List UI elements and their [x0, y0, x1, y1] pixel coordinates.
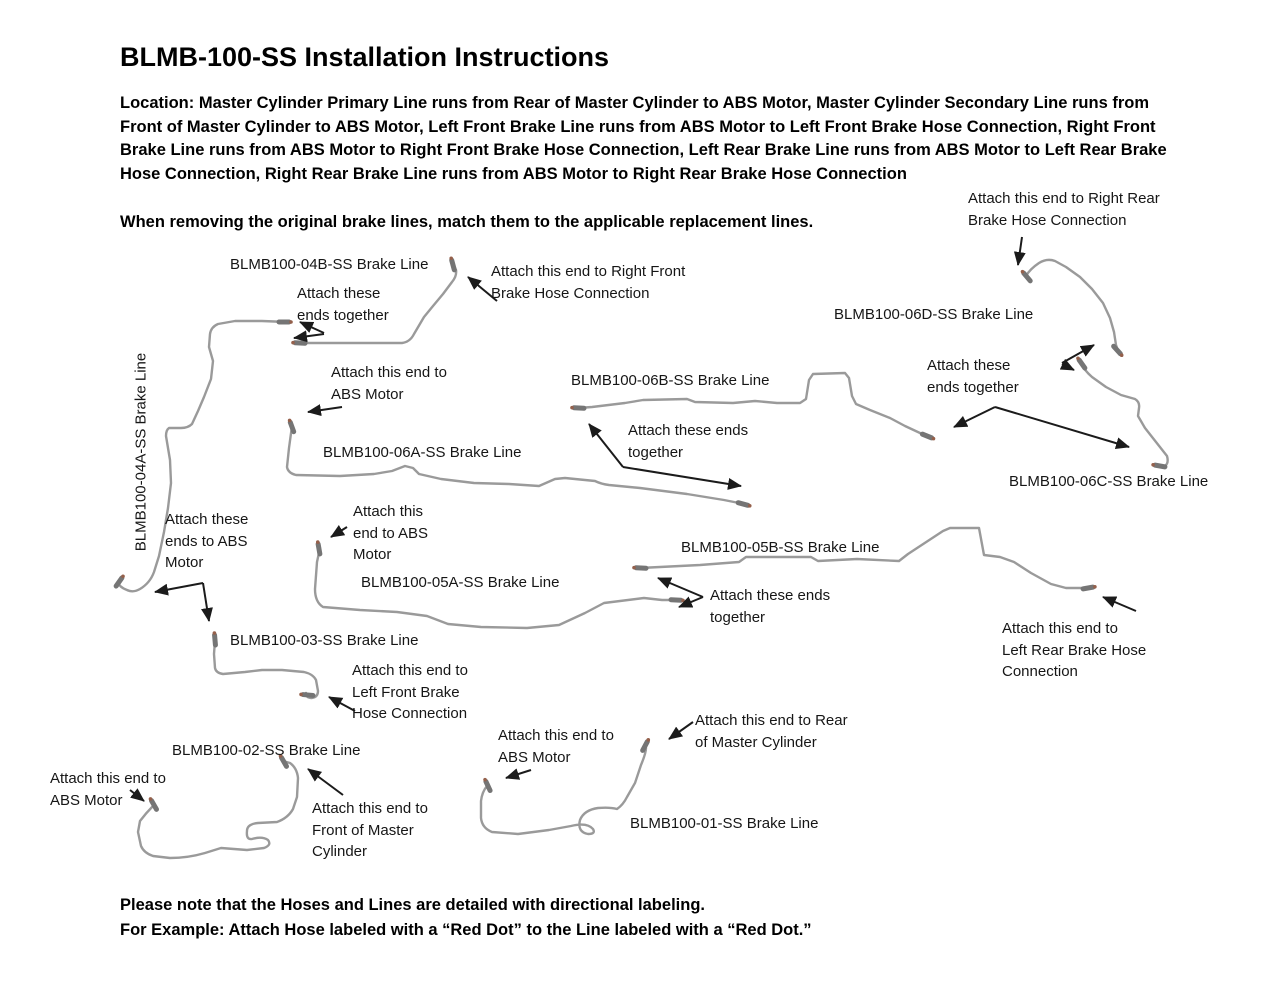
line-fitting	[486, 781, 490, 790]
line-fitting	[636, 568, 646, 569]
label-line-06c	[1009, 471, 1208, 493]
attach-abs-04a-03	[165, 509, 248, 574]
line-fitting	[215, 635, 216, 645]
attach-right-front	[491, 261, 685, 304]
attach-front-master-line: Cylinder	[312, 843, 368, 860]
removal-note: When removing the original brake lines, match them to the applicable replacement lines.	[120, 213, 814, 231]
footer-note-line: For Example: Attach Hose labeled with a “Red Dot” to the Line labeled with a “Red Dot.”	[120, 921, 812, 939]
line-fitting	[1024, 273, 1030, 281]
fitting-tip	[449, 256, 453, 260]
fitting-tip	[1093, 585, 1097, 589]
attach-ends-06b-06a	[628, 420, 748, 463]
fitting-tip	[1076, 356, 1080, 360]
annotation-arrow	[1103, 597, 1136, 611]
attach-right-front-line: Attach this end to Right Front	[491, 263, 686, 280]
fitting-tip	[288, 419, 292, 423]
annotation-arrow	[203, 583, 209, 621]
fitting-tip	[289, 320, 293, 324]
annotation-arrow	[995, 407, 1129, 447]
label-line-02	[172, 740, 360, 762]
attach-abs-05a-line: end to ABS	[353, 524, 429, 542]
attach-abs-04a-03-line: Attach these	[165, 511, 249, 528]
attach-abs-05a-line: Attach this	[353, 503, 424, 520]
attach-ends-06b-06a-line: together	[628, 443, 684, 461]
line-fitting	[738, 503, 748, 506]
label-line-03	[230, 630, 418, 652]
attach-abs-02-line: ABS Motor	[50, 791, 123, 809]
annotation-arrow	[954, 407, 995, 427]
label-line-05b	[681, 537, 879, 559]
attach-together-06d-06c-line: ends together	[927, 378, 1019, 396]
annotation-arrow	[155, 583, 203, 592]
label-line-06a	[323, 442, 521, 464]
line-fitting	[116, 578, 122, 586]
label-line-04b	[230, 254, 428, 276]
attach-abs-01	[498, 725, 614, 768]
line-fitting	[452, 260, 455, 270]
attach-ends-05b-05a	[710, 585, 830, 628]
attach-abs-01-line: ABS Motor	[498, 748, 571, 766]
label-line-01-line: BLMB100-01-SS Brake Line	[630, 815, 819, 832]
attach-front-master-line: Front of Master	[312, 821, 414, 839]
label-line-04a-line: BLMB100-04A-SS Brake Line	[132, 352, 150, 552]
annotation-arrow	[308, 769, 343, 795]
attach-abs-05a-line: Motor	[353, 546, 392, 563]
line-fitting	[295, 343, 305, 344]
label-line-03-line: BLMB100-03-SS Brake Line	[230, 632, 419, 649]
fitting-tip	[299, 693, 303, 697]
location-paragraph-line: Front of Master Cylinder to ABS Motor, Left Front Brake Line runs from ABS Motor to Left Front Brake Hose Connection, Right Front	[120, 117, 1156, 136]
attach-left-rear	[1002, 618, 1146, 683]
line-fitting	[303, 695, 313, 696]
annotation-arrow	[308, 407, 342, 412]
label-line-05a	[361, 572, 559, 594]
location-paragraph-line: Brake Line runs from ABS Motor to Right Front Brake Hose Connection, Left Rear Brake Line runs from ABS Motor to Left Rear Brake	[120, 141, 1167, 159]
attach-right-rear	[968, 188, 1160, 231]
attach-together-06d-06c	[927, 355, 1019, 398]
attach-left-front-line: Left Front Brake	[352, 683, 460, 701]
line-fitting	[574, 408, 584, 409]
annotation-arrow	[506, 770, 531, 778]
attach-abs-02-line: Attach this end to	[50, 770, 166, 787]
label-line-01	[630, 813, 818, 835]
location-paragraph-line: Hose Connection, Right Rear Brake Line runs from ABS Motor to Right Rear Brake Hose Connection	[120, 164, 907, 183]
fitting-tip	[932, 437, 936, 441]
fitting-tip	[748, 504, 752, 508]
label-line-06c-line: BLMB100-06C-SS Brake Line	[1009, 473, 1209, 490]
label-line-04b-line: BLMB100-04B-SS Brake Line	[230, 256, 429, 273]
label-line-04a	[130, 353, 152, 551]
attach-abs-04a-03-line: ends to ABS	[165, 532, 248, 550]
fitting-tip	[570, 406, 574, 410]
fitting-tip	[681, 599, 685, 603]
fitting-tip	[1120, 353, 1124, 357]
fitting-tip	[316, 540, 320, 544]
line-fitting	[671, 600, 681, 601]
brake-line-blmb100-06c-ss	[1081, 363, 1168, 467]
attach-rear-master-line: Attach this end to Rear	[695, 712, 848, 729]
attach-left-rear-line: Left Rear Brake Hose	[1002, 641, 1147, 659]
fitting-tip	[632, 566, 636, 570]
attach-left-rear-line: Connection	[1002, 663, 1078, 680]
annotation-arrow	[1018, 237, 1022, 265]
attach-front-master-line: Attach this end to	[312, 800, 428, 817]
label-line-02-line: BLMB100-02-SS Brake Line	[172, 742, 361, 759]
fitting-tip	[483, 778, 487, 782]
attach-ends-06b-06a-line: Attach these ends	[628, 422, 749, 439]
attach-together-04a-04b	[297, 283, 389, 326]
fitting-tip	[1021, 270, 1025, 274]
attach-abs-05a	[353, 501, 428, 566]
attach-ends-05b-05a-line: together	[710, 608, 766, 626]
line-fitting	[922, 434, 931, 438]
attach-abs-06a-line: Attach this end to	[331, 364, 447, 381]
brake-line-blmb100-06d-ss	[1026, 260, 1118, 351]
attach-left-front	[352, 660, 468, 725]
attach-together-06d-06c-line: Attach these	[927, 357, 1011, 374]
attach-abs-04a-03-line: Motor	[165, 554, 204, 571]
attach-right-rear-line: Brake Hose Connection	[968, 211, 1127, 229]
label-line-06b	[571, 370, 769, 392]
annotation-arrow	[331, 527, 347, 537]
diagram-graphics	[116, 237, 1168, 858]
label-line-06d-line: BLMB100-06D-SS Brake Line	[834, 306, 1034, 323]
label-line-06d	[834, 304, 1033, 326]
line-fitting	[318, 544, 320, 554]
annotation-arrow	[623, 467, 741, 486]
footer-notes	[120, 893, 812, 943]
label-line-05b-line: BLMB100-05B-SS Brake Line	[681, 539, 880, 556]
line-fitting	[1079, 360, 1085, 368]
label-line-06a-line: BLMB100-06A-SS Brake Line	[323, 444, 522, 461]
attach-rear-master-line: of Master Cylinder	[695, 733, 817, 751]
attach-front-master	[312, 798, 428, 863]
line-fitting	[1155, 465, 1165, 467]
fitting-tip	[1151, 463, 1155, 467]
attach-ends-05b-05a-line: Attach these ends	[710, 587, 831, 604]
attach-abs-02	[50, 768, 166, 811]
fitting-tip	[291, 341, 295, 345]
attach-rear-master	[695, 710, 848, 753]
annotation-arrow	[589, 424, 623, 467]
line-fitting	[1114, 346, 1121, 353]
attach-left-rear-line: Attach this end to	[1002, 620, 1118, 637]
footer-note-line: Please note that the Hoses and Lines are detailed with directional labeling.	[120, 896, 705, 914]
attach-together-04a-04b-line: Attach these	[297, 285, 381, 302]
attach-abs-06a-line: ABS Motor	[331, 385, 404, 403]
line-fitting	[290, 422, 293, 431]
annotation-arrow	[658, 578, 703, 597]
attach-right-front-line: Brake Hose Connection	[491, 284, 650, 302]
label-line-05a-line: BLMB100-05A-SS Brake Line	[361, 574, 560, 591]
fitting-tip	[213, 631, 217, 635]
attach-left-front-line: Attach this end to	[352, 662, 468, 679]
page-title: BLMB-100-SS Installation Instructions	[120, 42, 610, 72]
location-paragraph-line: Location: Master Cylinder Primary Line runs from Rear of Master Cylinder to ABS Motor, Master Cylinder Secondary Line runs from	[120, 94, 1150, 112]
line-fitting	[1083, 587, 1093, 589]
fitting-tip	[646, 738, 650, 742]
label-line-06b-line: BLMB100-06B-SS Brake Line	[571, 372, 770, 389]
annotation-arrow	[1062, 364, 1074, 370]
attach-together-04a-04b-line: ends together	[297, 306, 389, 324]
fitting-tip	[121, 574, 125, 578]
attach-left-front-line: Hose Connection	[352, 705, 468, 722]
attach-right-rear-line: Attach this end to Right Rear	[968, 190, 1160, 207]
attach-abs-06a	[331, 362, 447, 405]
attach-abs-01-line: Attach this end to	[498, 727, 614, 744]
annotation-arrow	[294, 334, 324, 338]
annotation-arrow	[669, 722, 693, 739]
